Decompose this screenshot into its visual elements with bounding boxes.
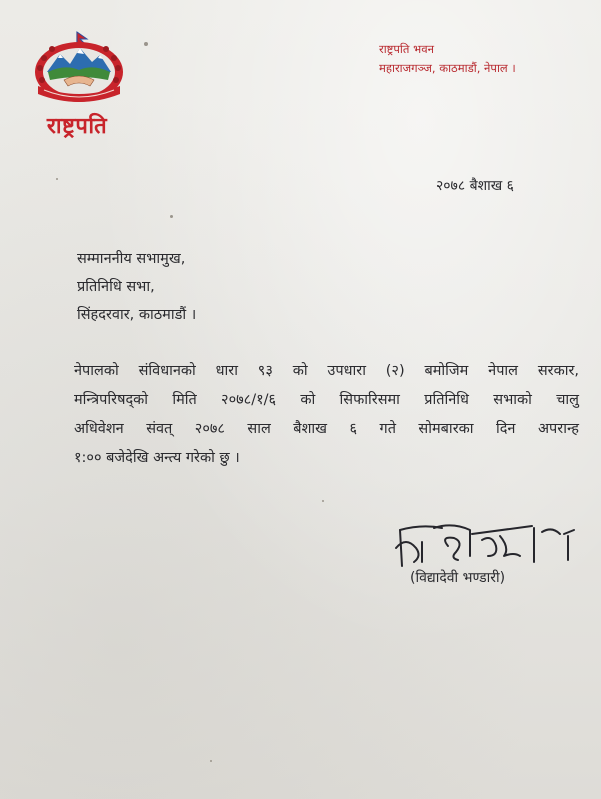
signer-name: (विद्यादेवी भण्डारी) [410,570,506,586]
addressee-line-3: सिंहदरवार, काठमाडौं । [77,307,197,323]
letter-date: २०७८ बैशाख ६ [436,178,514,194]
paper-speck [210,760,212,762]
body-line-1: नेपालको संविधानको धारा ९३ को उपधारा (२) बमोजिम नेपाल सरकार, [74,363,579,379]
address-line-1: राष्ट्रपति भवन [379,42,434,56]
addressee-line-1: सम्माननीय सभामुख, [77,251,186,267]
paper-speck [56,178,58,180]
national-emblem-icon [30,28,128,108]
letter-body [74,357,579,473]
addressee-line-2: प्रतिनिधि सभा, [77,279,155,295]
paper-speck [170,215,173,218]
body-line-3: अधिवेशन संवत् २०७८ साल बैशाख ६ गते सोमबारका दिन अपरान्ह [74,421,579,437]
body-line-4: १:०० बजेदेखि अन्त्य गरेको छु । [74,450,240,466]
letterhead-address [379,40,569,78]
office-label: राष्ट्रपति [46,114,108,139]
addressee-block [77,245,196,329]
address-line-2: महाराजगञ्ज, काठमाडौं, नेपाल । [379,61,516,75]
paper-speck [144,42,148,46]
body-line-2: मन्त्रिपरिषद्को मिति २०७८/१/६ को सिफारिसमा प्रतिनिधि सभाको चालु [74,392,579,408]
paper-speck [322,500,324,502]
